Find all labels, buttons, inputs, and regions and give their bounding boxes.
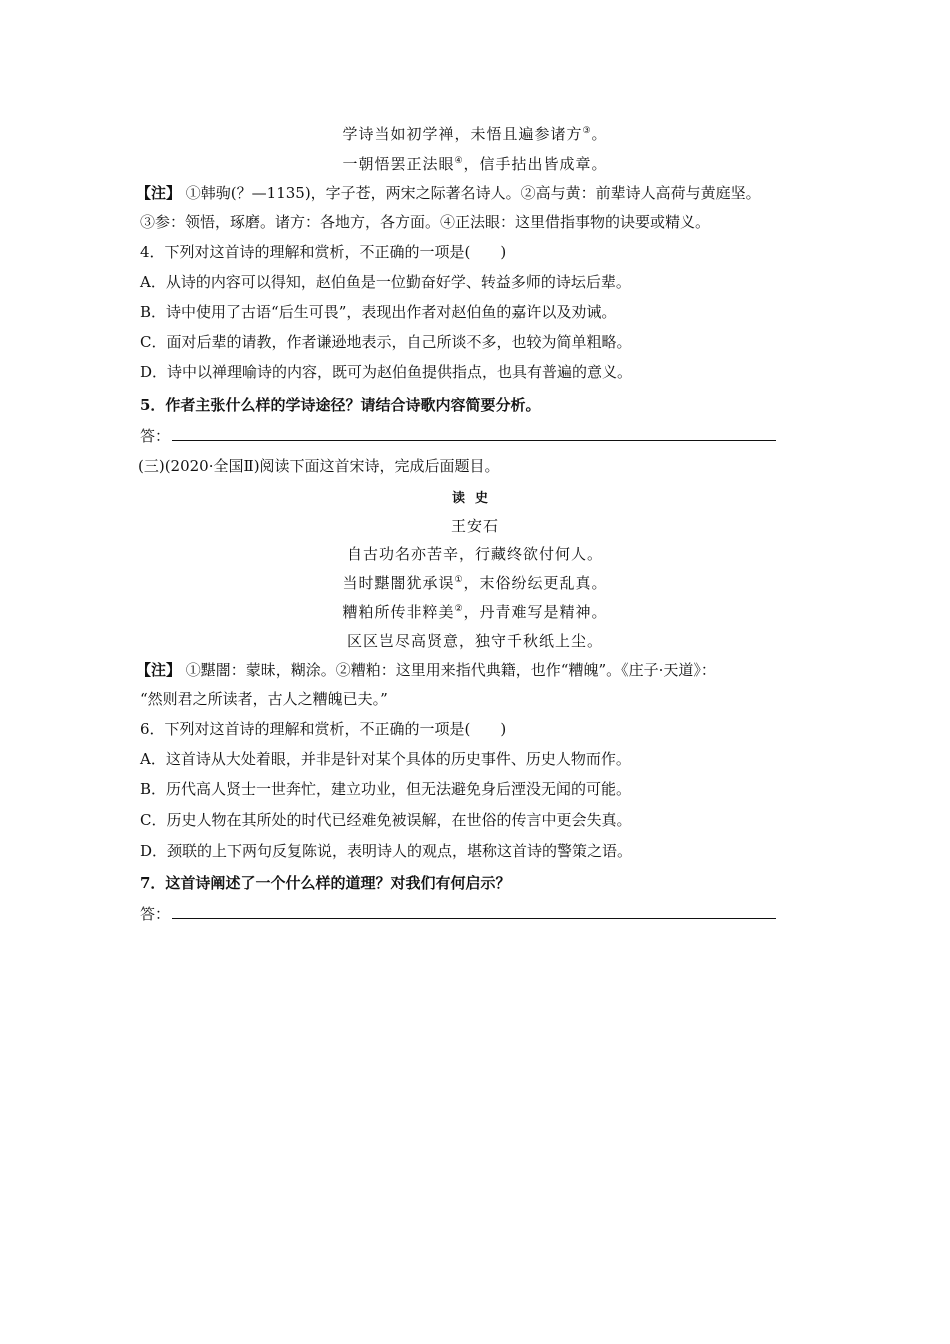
poem2-line3-end: ，丹青难写是精神。 — [463, 603, 608, 621]
notes2-line1-text: ①黮闇：蒙昧，糊涂。②糟粕：这里用来指代典籍，也作“糟魄”。《庄子·天道》： — [185, 661, 716, 679]
poem2-author: 王安石 — [450, 517, 499, 535]
q4-option-b: B．诗中使用了古语“后生可畏”，表现出作者对赵伯鱼的嘉许以及劝诫。 — [140, 303, 617, 321]
poem2-line1: 自古功名亦苦辛，行藏终欲付何人。 — [346, 545, 603, 563]
notes1-line1-text: ①韩驹(？—1135)，字子苍，两宋之际著名诗人。②高与黄：前辈诗人高荷与黄庭坚。 — [185, 184, 761, 202]
notes1-line1 — [136, 182, 761, 204]
poem2-line3 — [0, 601, 950, 623]
footnote-marker: ④ — [454, 156, 464, 166]
answer-label: 答： — [140, 427, 171, 445]
notes2-line1 — [136, 659, 716, 681]
q4-option-d: D．诗中以禅理喻诗的内容，既可为赵伯鱼提供指点，也具有普遍的意义。 — [140, 363, 633, 381]
q6-option-c: C．历史人物在其所处的时代已经难免被误解，在世俗的传言中更会失真。 — [140, 811, 632, 829]
poem2-line4: 区区岂尽高贤意，独守千秋纸上尘。 — [346, 632, 603, 650]
note-tag: 【注】 — [136, 184, 182, 202]
section3-heading: (三)(2020·全国Ⅱ)阅读下面这首宋诗，完成后面题目。 — [138, 457, 500, 475]
q6-option-b: B．历代高人贤士一世奔忙，建立功业，但无法避免身后湮没无闻的可能。 — [140, 780, 632, 798]
q6-stem: 6．下列对这首诗的理解和赏析，不正确的一项是( ) — [140, 720, 507, 738]
q5-stem: 5．作者主张什么样的学诗途径？请结合诗歌内容简要分析。 — [140, 396, 541, 414]
answer-blank-line[interactable] — [172, 424, 776, 441]
poem2-title — [0, 486, 950, 510]
q4-option-c: C．面对后辈的请教，作者谦逊地表示，自己所谈不多，也较为简单粗略。 — [140, 333, 632, 351]
q6-option-a: A．这首诗从大处着眼，并非是针对某个具体的历史事件、历史人物而作。 — [140, 750, 631, 768]
q6-option-d: D．颈联的上下两句反复陈说，表明诗人的观点，堪称这首诗的警策之语。 — [140, 842, 633, 860]
q4-option-a: A．从诗的内容可以得知，赵伯鱼是一位勤奋好学、转益多师的诗坛后辈。 — [140, 273, 631, 291]
q7-stem: 7．这首诗阐述了一个什么样的道理？对我们有何启示？ — [140, 874, 511, 892]
q5-answer — [140, 424, 776, 447]
poem2-line3-text: 糟粕所传非粹美 — [342, 603, 455, 621]
footnote-marker: ① — [454, 575, 464, 585]
poem2-title-text: 读史 — [451, 491, 498, 506]
poem1-line1-text: 学诗当如初学禅，未悟且遍参诸方 — [342, 125, 583, 143]
poem1-line2-text: 一朝悟罢正法眼 — [342, 155, 455, 173]
poem2-line2 — [0, 572, 950, 594]
q7-answer — [140, 902, 776, 925]
answer-label: 答： — [140, 905, 171, 923]
poem1-line1-end: 。 — [591, 125, 608, 143]
poem1-line1 — [0, 123, 950, 145]
notes2-line2: “然则君之所读者，古人之糟魄已夫。” — [140, 690, 388, 708]
footnote-marker: ③ — [582, 126, 592, 136]
q4-stem: 4．下列对这首诗的理解和赏析，不正确的一项是( ) — [140, 243, 507, 261]
poem1-line2-end: ，信手拈出皆成章。 — [463, 155, 608, 173]
answer-blank-line[interactable] — [172, 902, 776, 919]
poem2-line2-text: 当时黮闇犹承误 — [342, 574, 455, 592]
notes1-line2: ③参：领悟，琢磨。诸方：各地方，各方面。④正法眼：这里借指事物的诀要或精义。 — [140, 213, 711, 231]
poem2-line2-end: ，末俗纷纭更乱真。 — [463, 574, 608, 592]
poem1-line2 — [0, 153, 950, 175]
footnote-marker: ② — [454, 604, 464, 614]
note-tag: 【注】 — [136, 661, 182, 679]
